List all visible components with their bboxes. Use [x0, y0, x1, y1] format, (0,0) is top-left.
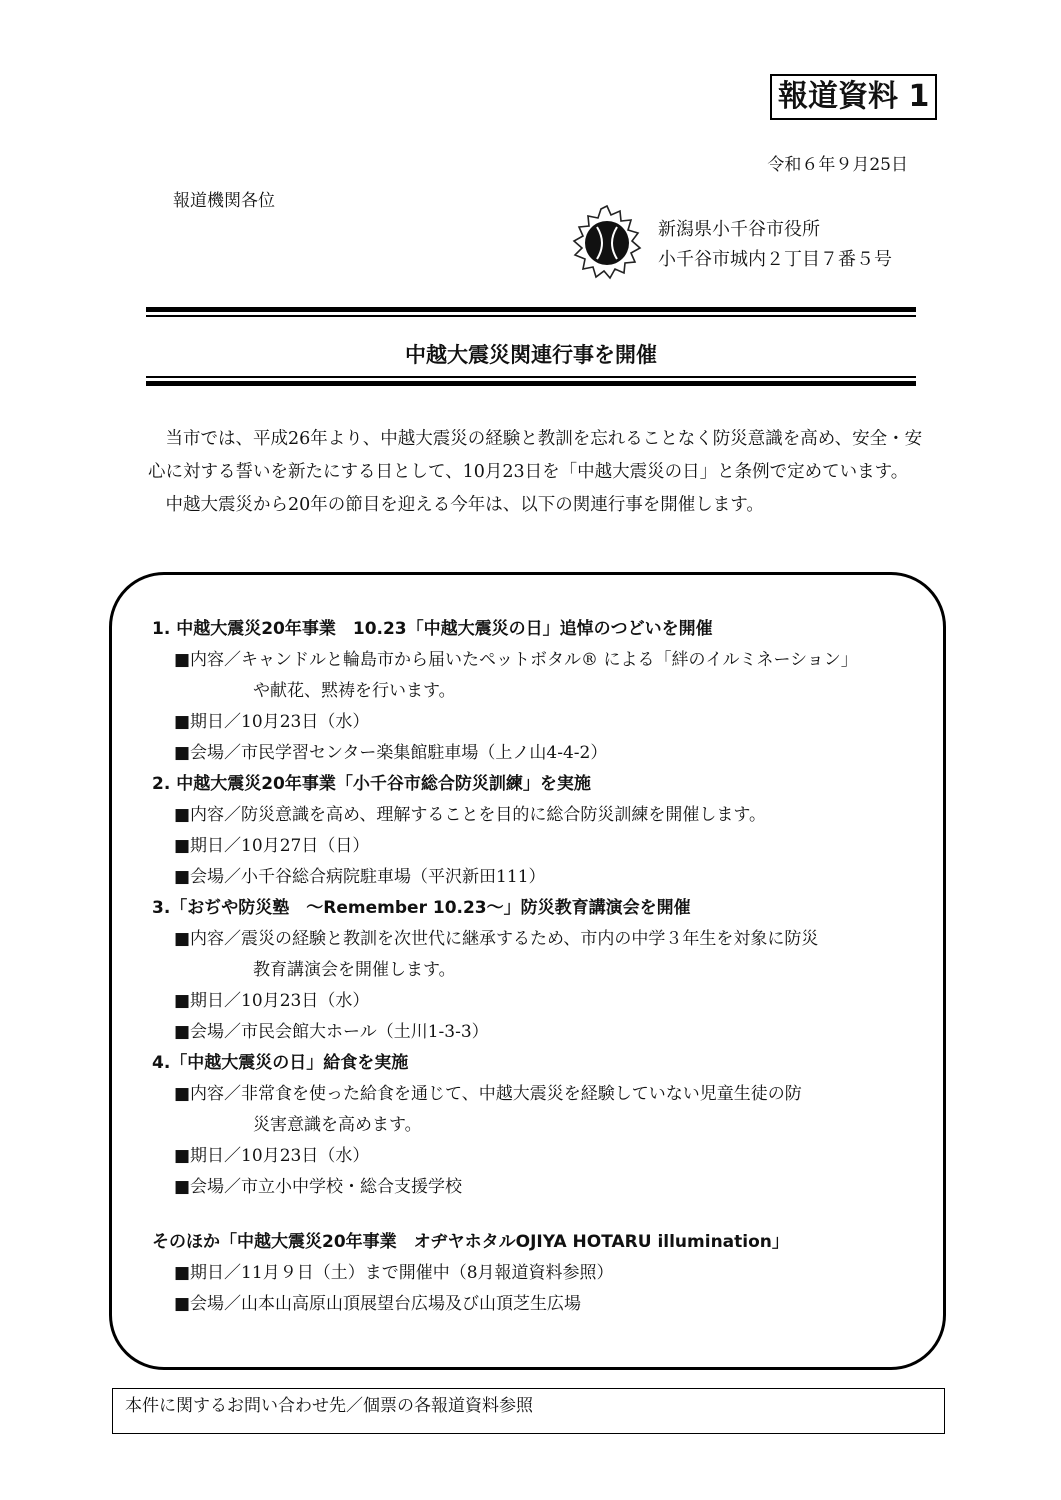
press-release-badge: 報道資料 1	[770, 74, 937, 120]
title-rule-top-thin	[146, 315, 916, 317]
intro-paragraph-1: 当市では、平成26年より、中越大震災の経験と教訓を忘れることなく防災意識を高め、安全・安心に対する誓いを新たにする日として、10月23日を「中越大震災の日」と条例で定めています。	[148, 429, 923, 482]
event-venue: ■会場／市民学習センター楽集館駐車場（上ノ山4-4-2）	[174, 743, 608, 763]
other-event-venue: ■会場／山本山高原山頂展望台広場及び山頂芝生広場	[174, 1294, 582, 1314]
event-heading: 4.「中越大震災の日」給食を実施	[152, 1053, 409, 1073]
contact-box: 本件に関するお問い合わせ先／個票の各報道資料参照	[112, 1388, 945, 1434]
other-event-heading: そのほか「中越大震災20年事業 オヂヤホタルOJIYA HOTARU illumination」	[152, 1232, 789, 1252]
event-content-continued: や献花、黙祷を行います。	[253, 681, 456, 701]
spacer	[152, 1203, 952, 1227]
event-heading: 2. 中越大震災20年事業「小千谷市総合防災訓練」を実施	[152, 774, 591, 794]
other-event-date: ■期日／11月９日（土）まで開催中（8月報道資料参照）	[174, 1263, 614, 1283]
event-date: ■期日／10月23日（水）	[174, 712, 370, 732]
event-heading: 3.「おぢや防災塾 ～Remember 10.23～」防災教育講演会を開催	[152, 898, 691, 918]
event-content: ■内容／震災の経験と教訓を次世代に継承するため、市内の中学３年生を対象に防災	[174, 929, 819, 949]
event-content-continued: 災害意識を高めます。	[253, 1115, 422, 1135]
event-heading: 1. 中越大震災20年事業 10.23「中越大震災の日」追悼のつどいを開催	[152, 619, 713, 639]
event-content: ■内容／非常食を使った給食を通じて、中越大震災を経験していない児童生徒の防	[174, 1084, 802, 1104]
event-date: ■期日／10月27日（日）	[174, 836, 370, 856]
issue-date: 令和６年９月25日	[767, 155, 908, 175]
event-content: ■内容／キャンドルと輪島市から届いたペットボタル® による「絆のイルミネーション」	[174, 650, 858, 670]
organization-name: 新潟県小千谷市役所	[658, 219, 820, 240]
event-date: ■期日／10月23日（水）	[174, 1146, 370, 1166]
event-venue: ■会場／市民会館大ホール（土川1-3-3）	[174, 1022, 489, 1042]
intro-paragraph-2: 中越大震災から20年の節目を迎える今年は、以下の関連行事を開催します。	[165, 495, 764, 515]
event-date: ■期日／10月23日（水）	[174, 991, 370, 1011]
event-venue: ■会場／小千谷総合病院駐車場（平沢新田111）	[174, 867, 546, 887]
title-rule-bottom-thin	[146, 376, 916, 378]
event-content-continued: 教育講演会を開催します。	[253, 960, 456, 980]
event-venue: ■会場／市立小中学校・総合支援学校	[174, 1177, 463, 1197]
organization-address: 小千谷市城内２丁目７番５号	[658, 249, 892, 270]
document-title: 中越大震災関連行事を開催	[405, 343, 657, 367]
event-content: ■内容／防災意識を高め、理解することを目的に総合防災訓練を開催します。	[174, 805, 767, 825]
title-rule-top	[146, 307, 916, 312]
events-list	[152, 614, 952, 1320]
title-rule-bottom	[146, 381, 916, 386]
addressee: 報道機関各位	[173, 191, 275, 211]
city-emblem-icon	[567, 203, 647, 283]
organization-block	[658, 215, 892, 275]
intro-text	[148, 423, 928, 522]
